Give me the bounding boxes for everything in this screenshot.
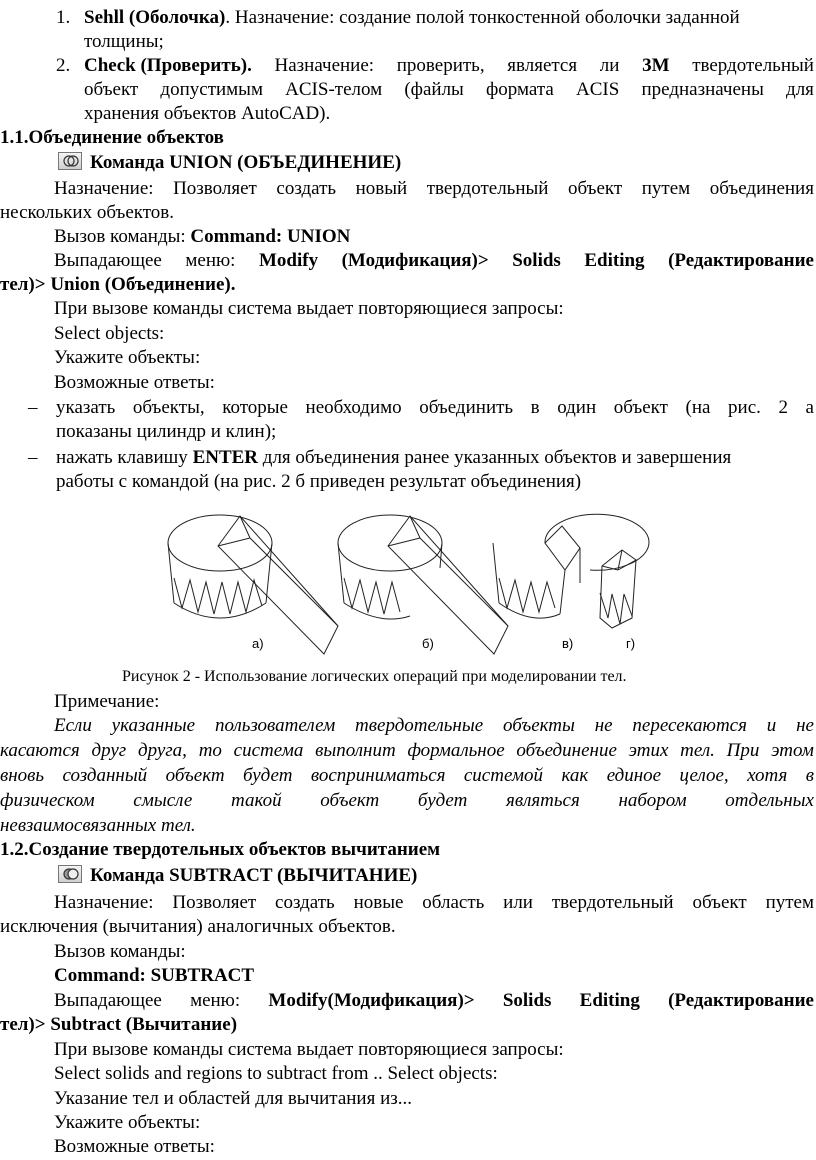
wedge-drawing <box>218 516 338 654</box>
answer-continuation: показаны цилиндр и клин); <box>56 421 277 442</box>
figure-label-b: б) <box>422 636 434 651</box>
union-result-drawing <box>338 515 508 654</box>
dash-bullet: – <box>28 397 38 418</box>
menu-line: Выпадающее меню: Modify(Модификация)> Solids Editing (Редактирование <box>54 990 814 1011</box>
dash-bullet: – <box>28 447 38 468</box>
command-title: Команда UNION (ОБЪЕДИНЕНИЕ) <box>90 152 402 173</box>
command-call: Вызов команды: Command: UNION <box>54 226 351 247</box>
note-text-line: Если указанные пользователем твердотельные объекты не пересекаются и не <box>54 715 814 736</box>
figure-caption: Рисунок 2 - Использование логических операций при моделировании тел. <box>122 668 627 685</box>
prompt-ru: Укажите объекты: <box>54 347 201 368</box>
figure-label-a: а) <box>252 636 264 651</box>
menu-continuation: тел)> Subtract (Вычитание) <box>0 1014 238 1035</box>
list-item-continuation: хранения объектов AutoCAD). <box>84 103 331 124</box>
command-name: Command: UNION <box>190 226 351 247</box>
list-item-continuation: толщины; <box>84 31 164 52</box>
answers-label: Возможные ответы: <box>54 372 215 393</box>
answer-line: указать объекты, которые необходимо объединить в один объект (на рис. 2 а <box>56 397 814 418</box>
list-item-text: . Назначение: создание полой тонкостенной оболочки заданной <box>225 7 740 28</box>
menu-line: Выпадающее меню: Modify (Модификация)> Solids Editing (Редактирование <box>54 250 814 271</box>
note-text-line: вновь созданный объект будет восприниматься системой как единое целое, хотя в <box>0 765 814 786</box>
prompt-ru: Указание тел и областей для вычитания из... <box>54 1088 413 1109</box>
figure-label-c: в) <box>562 636 574 651</box>
cylinder-drawing <box>168 515 272 618</box>
section-heading: 1.1.Объединение объектов <box>0 127 224 148</box>
purpose-line: Назначение: Позволяет создать новые область или твердотельный объект путем <box>54 892 814 913</box>
list-item-title: Check (Проверить). <box>84 55 252 76</box>
section-heading: 1.2.Создание твердотельных объектов вычитанием <box>0 839 441 860</box>
list-number: 1. <box>56 7 71 28</box>
purpose-continuation: нескольких объектов. <box>0 202 175 223</box>
prompt-en: Select objects: <box>54 323 165 344</box>
intersect-result-drawing <box>600 550 636 628</box>
command-call: Вызов команды: <box>54 941 186 962</box>
command-title: Команда SUBTRACT (ВЫЧИТАНИЕ) <box>90 865 418 886</box>
figure-label-d: г) <box>626 636 636 651</box>
key-name: ENTER <box>192 447 259 468</box>
command-name: Command: SUBTRACT <box>54 965 255 986</box>
note-text-line: физическом смысле такой объект будет являться набором отдельных <box>0 790 814 811</box>
list-number: 2. <box>56 55 71 76</box>
note-text-line: невзаимосвязанных тел. <box>0 815 196 836</box>
note-text-line: касаются друг друга, то система выполнит формальное объединение этих тел. При этом <box>0 740 814 761</box>
list-item-sehll <box>84 6 740 30</box>
answer-continuation: работы с командой (на рис. 2 б приведен результат объединения) <box>56 471 582 492</box>
answers-label: Возможные ответы: <box>54 1136 215 1157</box>
subtract-icon <box>58 865 82 883</box>
prompt-ru: Укажите объекты: <box>54 1112 201 1133</box>
list-item-title: Sehll (Оболочка) <box>84 7 226 28</box>
figure-boolean-operations <box>160 508 680 658</box>
purpose-continuation: исключения (вычитания) аналогичных объектов. <box>0 916 396 937</box>
prompt-intro: При вызове команды система выдает повторяющиеся запросы: <box>54 1039 564 1060</box>
prompt-en: Select solids and regions to subtract from .. Select objects: <box>54 1063 498 1084</box>
list-item-check: Check (Проверить). Назначение: проверить, является ли 3М твердотельный <box>84 55 814 76</box>
menu-continuation: тел)> Union (Объединение). <box>0 274 236 295</box>
note-label: Примечание: <box>54 691 160 712</box>
list-item-continuation: объект допустимым ACIS-телом (файлы формата ACIS предназначены для <box>84 79 814 100</box>
answer-line: нажать клавишу ENTER для объединения ранее указанных объектов и завершения <box>56 447 732 468</box>
prompt-intro: При вызове команды система выдает повторяющиеся запросы: <box>54 298 564 319</box>
purpose-line: Назначение: Позволяет создать новый твердотельный объект путем объединения <box>54 178 814 199</box>
union-icon <box>58 152 82 170</box>
